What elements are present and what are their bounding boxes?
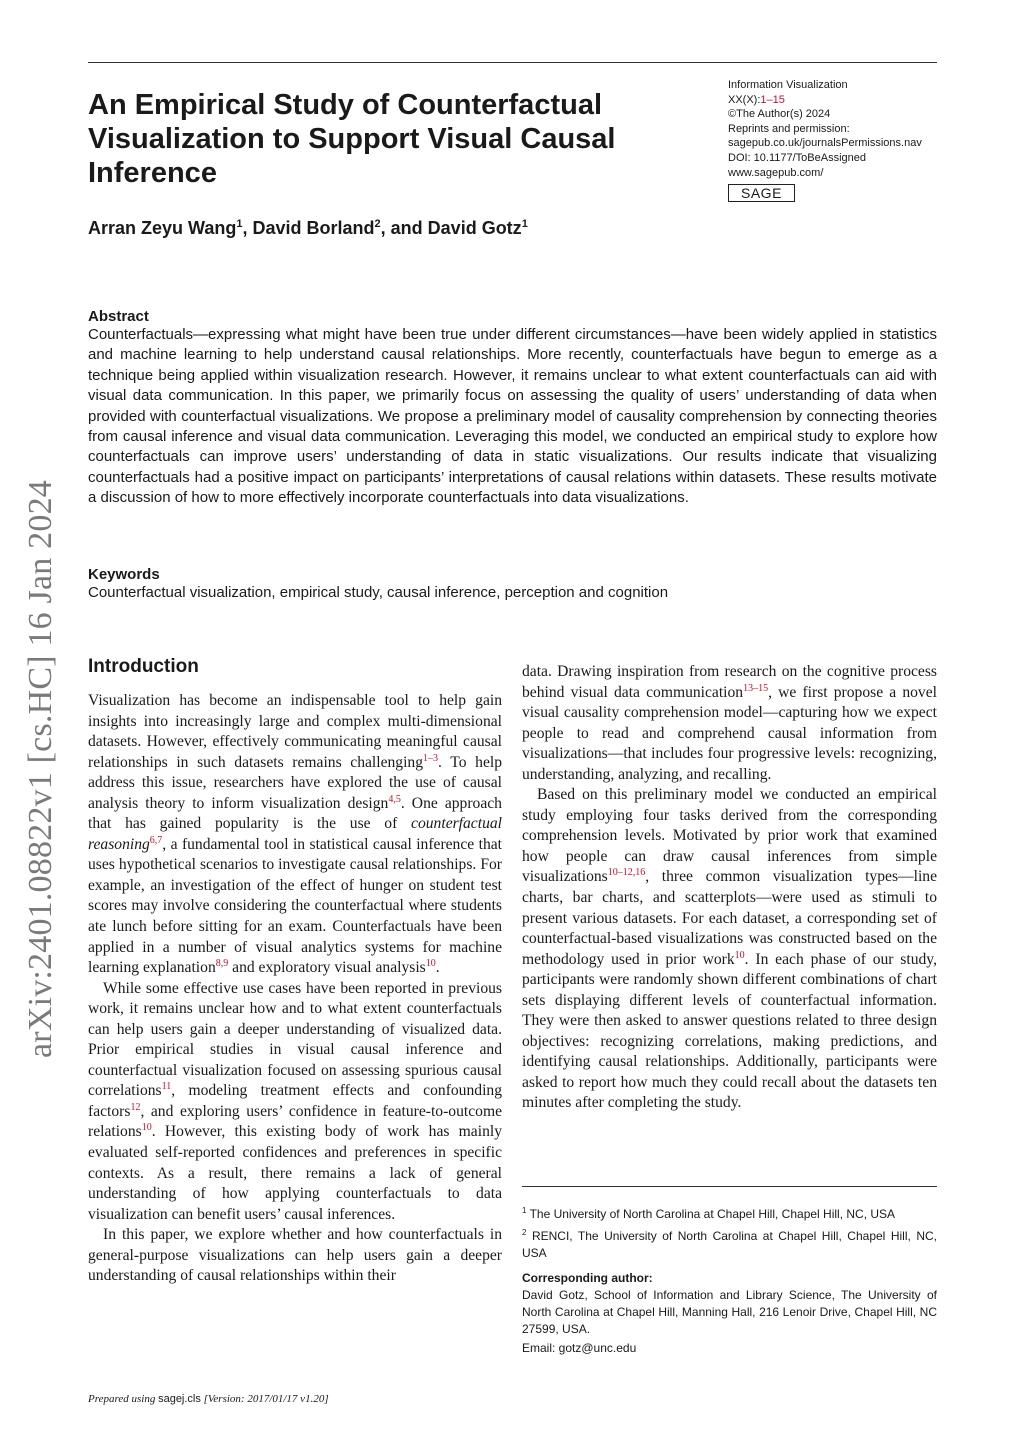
website: www.sagepub.com/: [728, 166, 824, 179]
copyright: ©The Author(s) 2024: [728, 108, 831, 121]
citation-link[interactable]: 10: [425, 957, 436, 969]
journal-info: [728, 78, 948, 203]
citation-link[interactable]: 13–15: [743, 682, 769, 694]
citation-link[interactable]: 10: [141, 1122, 152, 1134]
intro-paragraph: In this paper, we explore whether and how counterfactuals in general-purpose visualizations can help users gain a deeper understanding of causal relationships within their: [88, 1226, 502, 1285]
author-affil-mark: 1: [236, 218, 243, 230]
citation-link[interactable]: 8,9: [215, 957, 229, 969]
affiliation: [522, 1202, 937, 1223]
corresponding-author: [522, 1270, 937, 1357]
volume-pages: [728, 93, 948, 108]
corresponding-email[interactable]: Email: gotz@unc.edu: [522, 1341, 637, 1355]
reprints-url: sagepub.co.uk/journalsPermissions.nav: [728, 137, 922, 150]
prepared-prefix: Prepared using: [88, 1393, 159, 1405]
intro-paragraph-continued: data. Drawing inspiration from research on the cognitive process behind visual data communication$^{13-15}$, we first propose a novel visual causality comprehension model—capturing how we expect people to read and comprehend causal information from visualizations—that includes four progressive levels: recognizing, understanding, analyzing, and recalling.: [522, 663, 937, 783]
keywords-heading: Keywords: [88, 566, 160, 583]
corresponding-heading: Corresponding author:: [522, 1271, 653, 1285]
author-affil-mark: 2: [374, 218, 381, 230]
affiliation-mark: 2: [522, 1228, 527, 1237]
prepared-using-footer: [88, 1393, 329, 1405]
corresponding-address: David Gotz, School of Information and Library Science, The University of North Carolina at Chapel Hill, Manning Hall, 216 Lenoir Drive, Chapel Hill, NC 27599, USA.: [522, 1288, 937, 1336]
intro-paragraph: While some effective use cases have been reported in previous work, it remains unclear how and to what extent counterfactuals can help users gain a deeper understanding of visualized data. Prior empirical studies in visual causal inference and counterfactual visualization focused on assessing spurious causal correlations$^{11}$, modeling treatment effects and confounding factors$^{12}$, and exploring users’ confidence in feature-to-outcome relations$^{10}$. However, this existing body of work has mainly evaluated self-reported confidences and preferences in specific contexts. As a result, there remains a lack of general understanding of how applying counterfactuals to data visualization can benefit users’ causal inferences.: [88, 979, 502, 1223]
intro-paragraph: Visualization has become an indispensable tool to help gain insights into increasingly large and complex multi-dimensional datasets. However, effectively communicating meaningful causal relationships in such datasets remains challenging$^{1-3}$. To help address this issue, researchers have explored the use of causal analysis theory to inform visualization design$^{4,5}$. One approach that has gained popularity is the use of counterfactual reasoning$^{6,7}$, a fundamental tool in statistical causal inference that uses hypothetical scenarios to investigate causal relationships. For example, an investigation of the effect of hunger on student test scores may involve considering the counterfactual where students ate lunch before sitting for an exam. Counterfactuals have been applied in a number of visual analytics systems for machine learning explanation$^{8,9}$ and exploratory visual analysis$^{10}$.: [88, 692, 502, 977]
sage-logo: SAGE: [728, 184, 795, 202]
top-rule: [88, 62, 937, 63]
volume-prefix: XX(X):: [728, 93, 761, 106]
author-separator: , and: [380, 218, 428, 238]
right-column: [522, 662, 937, 1114]
author-name: David Gotz: [427, 218, 522, 238]
citation-link[interactable]: 10: [734, 949, 745, 961]
page-range-link[interactable]: 1–15: [760, 93, 785, 106]
affiliation-text: The University of North Carolina at Chapel Hill, Chapel Hill, NC, USA: [529, 1207, 896, 1221]
abstract-heading: Abstract: [88, 308, 149, 325]
doi: DOI: 10.1177/ToBeAssigned: [728, 151, 866, 164]
keywords-section: [88, 566, 937, 603]
intro-paragraph: Based on this preliminary model we conducted an empirical study employing four tasks derived from the corresponding comprehension levels. Motivated by prior work that examined how people can draw causal inferences from simple visualizations$^{10-12,16}$, three common visualization types—line charts, bar charts, and scatterplots—were used as stimuli to present various datasets. For each dataset, a corresponding set of counterfactual-based visualizations was constructed based on the methodology used in prior work$^{10}$. In each phase of our study, participants were randomly shown different combinations of chart sets displaying different levels of counterfactual information. They were then asked to answer questions related to three design objectives: recognizing correlations, making predictions, and identifying causal relationships. Additionally, participants were asked to report how much they could recall about the datasets ten minutes after completing the study.: [522, 786, 937, 1112]
class-version: [Version: 2017/01/17 v1.20]: [200, 1393, 329, 1405]
affiliation-text: RENCI, The University of North Carolina at Chapel Hill, Chapel Hill, NC, USA: [522, 1229, 937, 1260]
left-column: [88, 656, 502, 1287]
paper-title: An Empirical Study of Counterfactual Visualization to Support Visual Causal Inference: [88, 89, 616, 189]
citation-link[interactable]: 6,7: [149, 834, 163, 846]
citation-link[interactable]: 4,5: [388, 793, 401, 805]
footnote-rule: [522, 1186, 937, 1187]
citation-link[interactable]: 10–12,16: [607, 867, 646, 879]
author-name: David Borland: [252, 218, 375, 238]
author-affil-mark: 1: [521, 218, 528, 230]
arxiv-stamp: arXiv:2401.08822v1 [cs.HC] 16 Jan 2024: [22, 480, 59, 1058]
reprints-label: Reprints and permission:: [728, 122, 850, 135]
keywords-text: Counterfactual visualization, empirical study, causal inference, perception and cognition: [88, 584, 669, 601]
affiliations: [522, 1202, 937, 1263]
journal-name: Information Visualization: [728, 79, 848, 91]
abstract-text: Counterfactuals—expressing what might have been true under different circumstances—have been widely applied in statistics and machine learning to help understand causal relationships. More recently, counterfactuals have begun to emerge as a technique being applied within visualization research. However, it remains unclear to what extent counterfactuals can aid with visual data communication. In this paper, we primarily focus on assessing the quality of users’ understanding of data when provided with counterfactual visualizations. We propose a preliminary model of causality comprehension by connecting theories from causal inference and visual data communication. Leveraging this model, we conducted an empirical study to explore how counterfactuals can improve users’ understanding of data in static visualizations. Our results indicate that visualizing counterfactuals had a positive impact on participants’ interpretations of causal relations within datasets. These results motivate a discussion of how to more effectively incorporate counterfactuals into data visualizations.: [88, 326, 937, 507]
author-list: [88, 218, 528, 239]
introduction-heading: Introduction: [88, 656, 199, 677]
citation-link[interactable]: 11: [161, 1081, 172, 1093]
affiliation: [522, 1224, 937, 1262]
class-file: sagej.cls: [158, 1393, 201, 1405]
citation-link[interactable]: 1–3: [423, 752, 439, 764]
affiliation-mark: 1: [522, 1206, 527, 1215]
author-name: Arran Zeyu Wang: [88, 218, 237, 238]
abstract-section: [88, 308, 937, 509]
emphasis: counterfactual reasoning: [88, 815, 502, 853]
citation-link[interactable]: 12: [130, 1101, 141, 1113]
author-separator: ,: [242, 218, 253, 238]
